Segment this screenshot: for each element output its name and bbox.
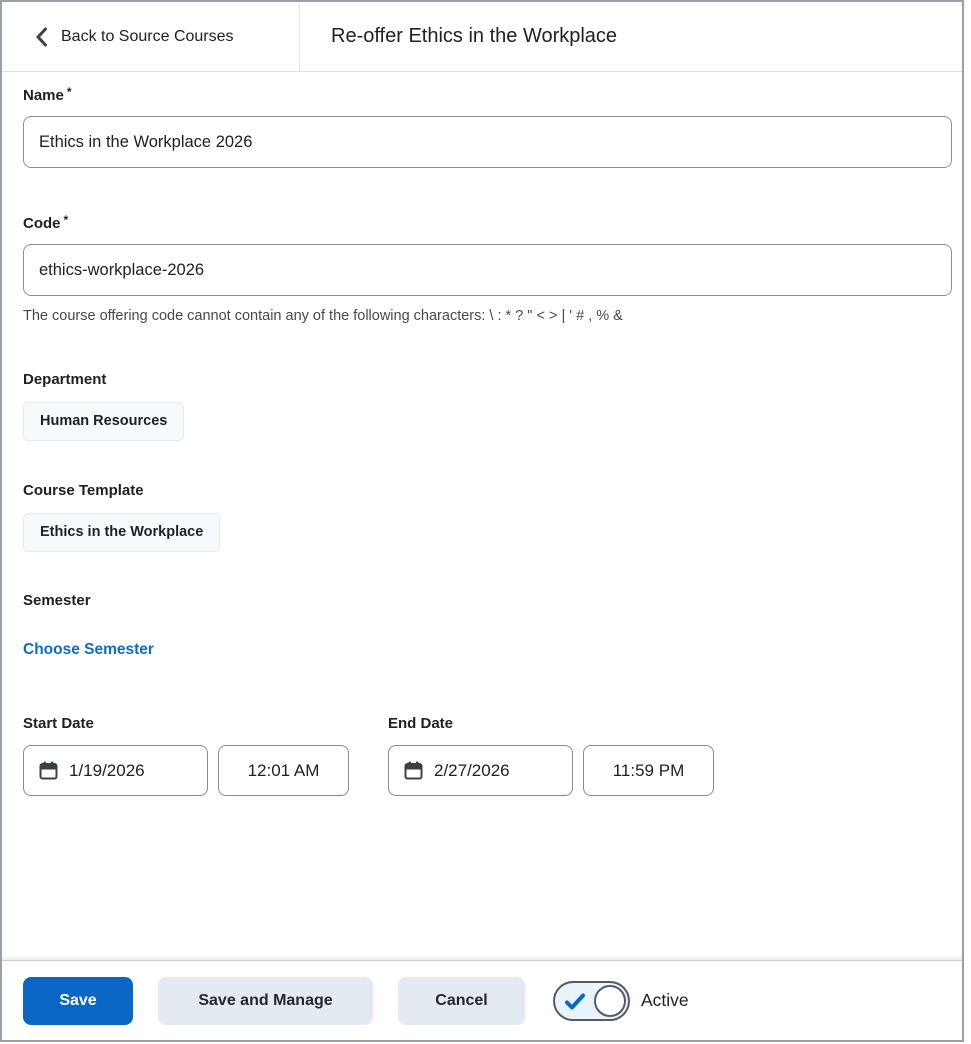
- header-back-section: [2, 2, 300, 71]
- start-date-picker[interactable]: [23, 745, 208, 796]
- start-date-value: 1/19/2026: [69, 760, 145, 780]
- chevron-left-icon: [35, 27, 48, 47]
- name-field-group: [23, 84, 941, 168]
- dialog-header: [2, 2, 962, 72]
- start-date-label: Start Date: [23, 715, 94, 732]
- save-button[interactable]: Save: [23, 977, 133, 1025]
- end-time-value: 11:59 PM: [612, 760, 685, 780]
- active-toggle-label: Active: [641, 990, 689, 1010]
- name-input[interactable]: [23, 116, 952, 168]
- department-chip: Human Resources: [23, 402, 184, 441]
- semester-field-group: [23, 593, 941, 659]
- end-date-value: 2/27/2026: [434, 760, 510, 780]
- code-field-group: [23, 212, 941, 325]
- form-content: [2, 72, 962, 960]
- start-time-picker[interactable]: [218, 745, 349, 796]
- back-to-source-courses-link[interactable]: [35, 27, 234, 47]
- course-template-chip: Ethics in the Workplace: [23, 513, 220, 552]
- department-field-group: [23, 372, 941, 441]
- calendar-icon: [39, 761, 58, 780]
- checkmark-icon: [564, 992, 586, 1011]
- start-date-group: [23, 716, 349, 796]
- dialog-title: Re-offer Ethics in the Workplace: [331, 25, 618, 47]
- course-template-field-group: [23, 483, 941, 552]
- required-asterisk: *: [63, 213, 69, 227]
- toggle-knob: [594, 985, 626, 1017]
- code-helper-text: The course offering code cannot contain any of the following characters: \ : * ? " < > | ' # , % &: [23, 308, 623, 324]
- end-date-picker[interactable]: [388, 745, 573, 796]
- required-asterisk: *: [66, 85, 72, 99]
- start-time-value: 12:01 AM: [247, 760, 320, 780]
- end-time-picker[interactable]: [583, 745, 714, 796]
- dates-row: [23, 716, 941, 796]
- code-label: Code *: [23, 213, 69, 232]
- back-link-label: Back to Source Courses: [61, 27, 234, 45]
- choose-semester-link[interactable]: Choose Semester: [23, 641, 154, 658]
- save-and-manage-button[interactable]: Save and Manage: [158, 977, 373, 1025]
- end-date-label: End Date: [388, 715, 454, 732]
- name-label: Name *: [23, 85, 72, 104]
- code-input[interactable]: [23, 244, 952, 296]
- semester-label: Semester: [23, 592, 91, 609]
- calendar-icon: [404, 761, 423, 780]
- department-label: Department: [23, 371, 107, 388]
- active-toggle[interactable]: [553, 981, 630, 1021]
- dialog-footer: [2, 960, 962, 1040]
- end-date-group: [388, 716, 714, 796]
- cancel-button[interactable]: Cancel: [398, 977, 525, 1025]
- course-template-label: Course Template: [23, 482, 144, 499]
